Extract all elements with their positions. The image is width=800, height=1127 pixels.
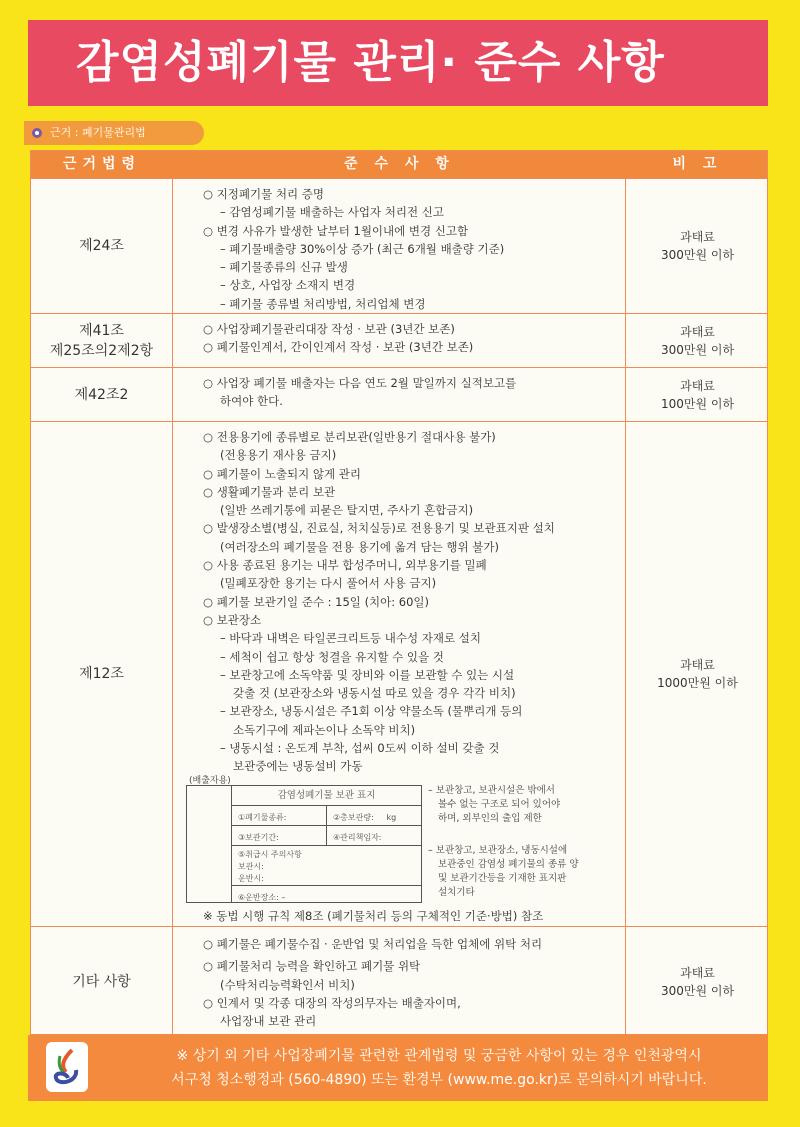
table-row: [31, 313, 767, 367]
penalty-line: 300만원 이하: [660, 248, 735, 262]
bullet-icon: [32, 128, 42, 138]
compliance-item: 갖출 것 (보관장소와 냉동시설 따로 있을 경우 각각 비치): [233, 686, 516, 701]
sign-field-label: ②총보관량:: [333, 813, 374, 822]
table-row: [31, 926, 767, 1036]
penalty-line: 과태료: [680, 378, 715, 393]
compliance-item: ○ 사업장폐기물관리대장 작성 · 보관 (3년간 보존): [203, 322, 455, 336]
law-article: 제24조: [31, 179, 173, 313]
compliance-item: – 폐기물배출량 30%이상 증가 (최근 6개월 배출량 기준): [220, 241, 505, 256]
storage-note-1: [428, 784, 560, 826]
table-row: [31, 421, 767, 926]
header-law: 근거법령: [62, 156, 142, 172]
compliance-item: ○ 폐기물 보관기일 준수 : 15일 (치아: 60일): [203, 594, 430, 609]
compliance-item: – 상호, 사업장 소재지 변경: [220, 278, 356, 293]
penalty-line: 1000만원 이하: [657, 676, 738, 690]
note-line: 설치기타: [438, 887, 475, 898]
compliance-item: ○ 사업장 폐기물 배출자는 다음 연도 2월 말일까지 실적보고를: [203, 376, 517, 390]
compliance-items: [173, 927, 626, 1036]
penalty-note: [626, 927, 769, 1036]
compliance-items: [173, 179, 626, 313]
footer-notice: [28, 1035, 768, 1101]
footer-line-1: ※ 상기 외 기타 사업장폐기물 관련한 관계법령 및 궁금한 사항이 있는 경우 인천광역시: [176, 1048, 702, 1064]
note-line: – 보관창고, 보관시설은 밖에서: [428, 785, 555, 796]
compliance-item: 보관중에는 냉동설비 가동: [233, 759, 363, 774]
compliance-item: ○ 전용용기에 종류별로 분리보관(일반용기 절대사용 불가): [203, 430, 496, 444]
regulation-table: [30, 150, 768, 1035]
compliance-item: (여러장소의 폐기물을 전용 용기에 옮겨 담는 행위 불가): [220, 539, 499, 554]
footer-line-2: 서구청 청소행정과 (560-4890) 또는 환경부 (www.me.go.kr)로 문의하시기 바랍니다.: [171, 1072, 707, 1088]
sign-field: ③보관기간:: [232, 826, 327, 845]
sign-field: [327, 806, 402, 825]
compliance-item: 소독기구에 제파논이나 소독약 비치): [233, 722, 416, 737]
note-line: 보관중인 감염성 폐기물의 종류 양: [438, 859, 579, 870]
page-title: 감염성폐기물 관리· 준수 사항: [28, 20, 768, 106]
compliance-item: – 보관창고에 소독약품 및 장비와 이를 보관할 수 있는 시설: [220, 667, 515, 682]
penalty-note: [626, 179, 769, 313]
compliance-item: ○ 폐기물은 폐기물수집 · 운반업 및 처리업을 득한 업체에 위탁 처리: [203, 937, 543, 951]
compliance-item: (밀폐포장한 용기는 다시 풀어서 사용 금지): [220, 576, 437, 591]
penalty-line: 과태료: [680, 230, 715, 244]
sign-left-column: [187, 786, 232, 902]
table-header: [31, 151, 767, 178]
penalty-line: 과태료: [680, 658, 715, 672]
law-article: 제12조: [31, 422, 173, 926]
sign-field: ⑤취급시 주의사항: [238, 850, 302, 859]
compliance-item: ○ 지정폐기물 처리 증명: [203, 187, 324, 201]
compliance-item: – 감염성폐기물 배출하는 사업자 처리전 신고: [220, 205, 444, 220]
penalty-note: [626, 314, 769, 367]
compliance-item: – 세척이 쉽고 항상 청결을 유지할 수 있을 것: [220, 649, 444, 664]
penalty-line: 100만원 이하: [660, 396, 735, 411]
sign-unit: kg: [386, 813, 397, 822]
compliance-item: 사업장내 보관 관리: [220, 1014, 317, 1029]
compliance-items: [173, 422, 626, 926]
note-line: 하며, 외부인의 출입 제한: [438, 813, 542, 824]
basis-tag: [24, 121, 204, 145]
penalty-line: 300만원 이하: [660, 342, 735, 357]
compliance-item: ○ 생활폐기물과 분리 보관: [203, 484, 336, 499]
table-row: [31, 367, 767, 421]
penalty-note: [626, 368, 769, 421]
compliance-item: ○ 변경 사유가 발생한 날부터 1월이내에 변경 신고함: [203, 223, 469, 238]
storage-note-2: [428, 844, 579, 900]
compliance-item: 하여야 한다.: [220, 394, 283, 409]
note-line: 볼수 없는 구조로 되어 있어야: [438, 799, 561, 810]
sign-title: 감염성폐기물 보관 표지: [232, 786, 421, 806]
table-row: [31, 178, 767, 313]
note-line: 및 보관기간등을 기재한 표지판: [438, 873, 567, 884]
sign-field: 보관시:: [238, 862, 264, 871]
sign-field: ①폐기물종류:: [232, 806, 327, 825]
compliance-item: ○ 인계서 및 각종 대장의 작성의무자는 배출자이며,: [203, 995, 461, 1010]
penalty-line: 300만원 이하: [660, 983, 735, 998]
compliance-item: (수탁처리능력확인서 비치): [220, 977, 355, 992]
sign-field: ⑥운반장소: –: [238, 893, 286, 902]
compliance-item: ○ 보관장소: [203, 612, 262, 627]
header-compliance: 준 수 사 항: [344, 156, 455, 172]
law-article: 제42조2: [31, 368, 173, 421]
penalty-note: [626, 422, 769, 926]
compliance-item: ○ 폐기물처리 능력을 확인하고 폐기물 위탁: [203, 959, 421, 974]
compliance-items: [173, 368, 626, 421]
compliance-item: ○ 폐기물인계서, 간이인계서 작성 · 보관 (3년간 보존): [203, 340, 474, 355]
header-remarks: 비 고: [672, 156, 723, 172]
sign-field: ④관리책임자:: [333, 833, 382, 842]
storage-sign-sample: [186, 785, 422, 903]
penalty-line: 과태료: [680, 965, 715, 980]
sign-caption: (배출자용): [189, 776, 231, 786]
penalty-line: 과태료: [680, 324, 715, 339]
compliance-item: (전용용기 재사용 금지): [220, 448, 337, 463]
compliance-items: [173, 314, 626, 367]
compliance-item: ○ 발생장소별(병실, 진료실, 처치실등)로 전용용기 및 보관표지판 설치: [203, 521, 555, 536]
compliance-item: ○ 사용 종료된 용기는 내부 합성주머니, 외부용기를 밀폐: [203, 558, 487, 573]
law-article: 기타 사항: [31, 927, 173, 1036]
sign-field: 운반시:: [238, 874, 264, 883]
compliance-item: – 바닥과 내벽은 타일콘크리트등 내수성 자재로 설치: [220, 631, 481, 646]
compliance-item: ○ 폐기물이 노출되지 않게 관리: [203, 466, 361, 481]
district-logo-icon: [46, 1042, 88, 1092]
compliance-item: – 보관장소, 냉동시설은 주1회 이상 약물소독 (물뿌리개 등의: [220, 704, 523, 719]
compliance-item: – 폐기물종류의 신규 발생: [220, 260, 348, 275]
compliance-item: – 냉동시설 : 온도계 부착, 섭씨 0도씨 이하 설비 갖출 것: [220, 741, 500, 756]
compliance-item: (일반 쓰레기통에 피묻은 탈지면, 주사기 혼합금지): [220, 503, 474, 518]
compliance-item: – 폐기물 종류별 처리방법, 처리업체 변경: [220, 296, 426, 311]
law-article: 제41조 제25조의2제2항: [31, 314, 173, 367]
reference-note: ※ 동법 시행 규칙 제8조 (폐기물처리 등의 구체적인 기준·방법) 참조: [203, 909, 544, 923]
note-line: – 보관창고, 보관장소, 냉동시설에: [428, 845, 568, 856]
basis-label: 근거 : 폐기물관리법: [50, 126, 146, 139]
